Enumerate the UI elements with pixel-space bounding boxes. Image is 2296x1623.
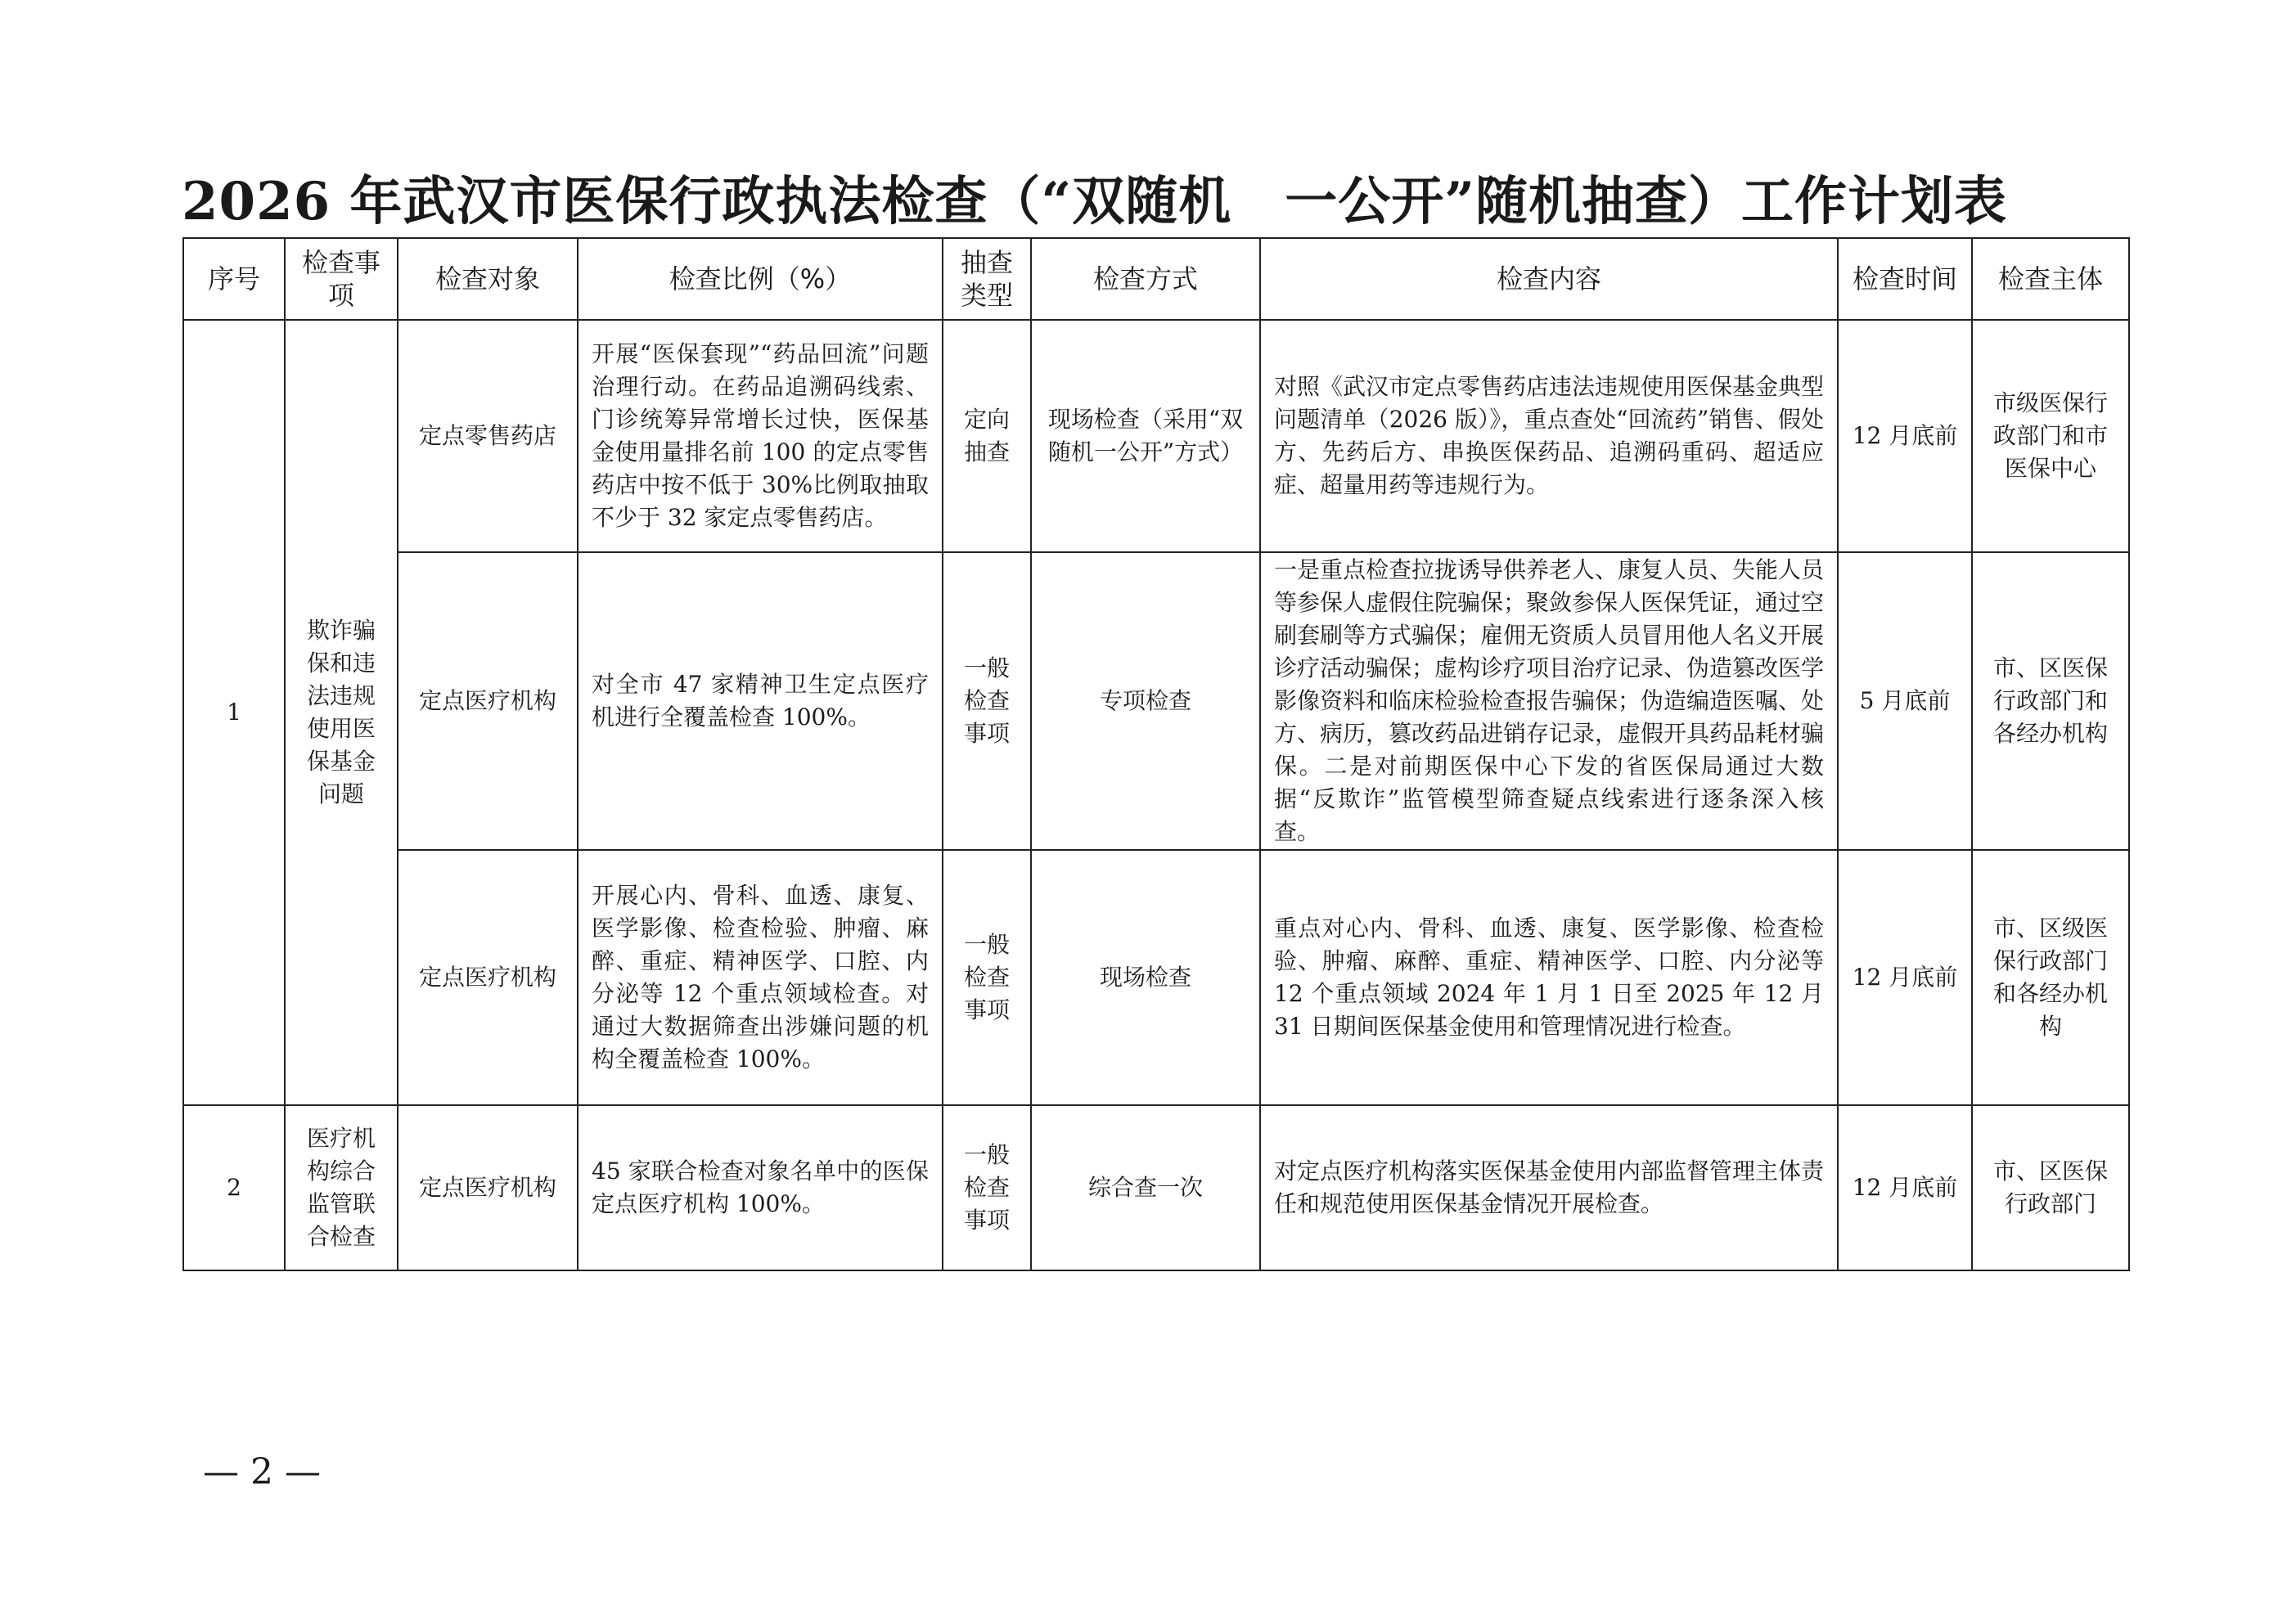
cell-content: 对定点医疗机构落实医保基金使用内部监督管理主体责任和规范使用医保基金情况开展检查。 — [1260, 1105, 1838, 1270]
table-row — [183, 320, 2129, 552]
cell-content: 对照《武汉市定点零售药店违法违规使用医保基金典型问题清单（2026 版）》，重点查处“回流药”销售、假处方、先药后方、串换医保药品、追溯码重码、超适应症、超量用药等违规行为。 — [1260, 320, 1838, 552]
cell-time: 5 月底前 — [1838, 552, 1972, 850]
header-item: 检查事项 — [285, 238, 398, 320]
cell-ratio: 45 家联合检查对象名单中的医保定点医疗机构 100%。 — [578, 1105, 943, 1270]
cell-target: 定点零售药店 — [398, 320, 578, 552]
cell-ratio: 对全市 47 家精神卫生定点医疗机进行全覆盖检查 100%。 — [578, 552, 943, 850]
cell-content: 重点对心内、骨科、血透、康复、医学影像、检查检验、肿瘤、麻醉、重症、精神医学、口腔、内分泌等 12 个重点领域 2024 年 1 月 1 日至 2025 年 12 月 31 日期间医保基金使用和管理情况进行检查。 — [1260, 850, 1838, 1105]
header-subject: 检查主体 — [1972, 238, 2129, 320]
cell-seq: 1 — [183, 320, 285, 1105]
cell-target: 定点医疗机构 — [398, 850, 578, 1105]
table-header-row — [183, 238, 2129, 320]
cell-type: 一般检查事项 — [943, 1105, 1031, 1270]
cell-subject: 市、区医保行政部门 — [1972, 1105, 2129, 1270]
cell-target: 定点医疗机构 — [398, 552, 578, 850]
header-ratio: 检查比例（%） — [578, 238, 943, 320]
cell-type: 一般检查事项 — [943, 850, 1031, 1105]
header-type: 抽查类型 — [943, 238, 1031, 320]
header-content: 检查内容 — [1260, 238, 1838, 320]
cell-item: 欺诈骗保和违法违规使用医保基金问题 — [285, 320, 398, 1105]
cell-method: 综合查一次 — [1031, 1105, 1260, 1270]
cell-time: 12 月底前 — [1838, 850, 1972, 1105]
cell-content: 一是重点检查拉拢诱导供养老人、康复人员、失能人员等参保人虚假住院骗保；聚敛参保人医保凭证，通过空刷套刷等方式骗保；雇佣无资质人员冒用他人名义开展诊疗活动骗保；虚构诊疗项目治疗记录、伪造篡改医学影像资料和临床检验检查报告骗保；伪造编造医嘱、处方、病历，篡改药品进销存记录，虚假开具药品耗材骗保。二是对前期医保中心下发的省医保局通过大数据“反欺诈”监管模型筛查疑点线索进行逐条深入核查。 — [1260, 552, 1838, 850]
header-seq: 序号 — [183, 238, 285, 320]
cell-subject: 市、区级医保行政部门和各经办机构 — [1972, 850, 2129, 1105]
cell-ratio: 开展“医保套现”“药品回流”问题治理行动。在药品追溯码线索、门诊统筹异常增长过快，医保基金使用量排名前 100 的定点零售药店中按不低于 30%比例取抽取不少于 32 家定点零售药店。 — [578, 320, 943, 552]
cell-type: 一般检查事项 — [943, 552, 1031, 850]
cell-method: 专项检查 — [1031, 552, 1260, 850]
cell-ratio: 开展心内、骨科、血透、康复、医学影像、检查检验、肿瘤、麻醉、重症、精神医学、口腔、内分泌等 12 个重点领域检查。对通过大数据筛查出涉嫌问题的机构全覆盖检查 100%。 — [578, 850, 943, 1105]
cell-time: 12 月底前 — [1838, 1105, 1972, 1270]
table-row — [183, 1105, 2129, 1270]
cell-seq: 2 — [183, 1105, 285, 1270]
cell-method: 现场检查 — [1031, 850, 1260, 1105]
page-title: 2026 年武汉市医保行政执法检查（“双随机 一公开”随机抽查）工作计划表 — [182, 171, 2008, 232]
header-method: 检查方式 — [1031, 238, 1260, 320]
cell-time: 12 月底前 — [1838, 320, 1972, 552]
cell-type: 定向抽查 — [943, 320, 1031, 552]
header-time: 检查时间 — [1838, 238, 1972, 320]
table-row — [183, 850, 2129, 1105]
header-target: 检查对象 — [398, 238, 578, 320]
cell-subject: 市级医保行政部门和市医保中心 — [1972, 320, 2129, 552]
cell-target: 定点医疗机构 — [398, 1105, 578, 1270]
cell-method: 现场检查（采用“双随机一公开”方式） — [1031, 320, 1260, 552]
work-plan-table — [182, 237, 2130, 1271]
cell-item: 医疗机构综合监管联合检查 — [285, 1105, 398, 1270]
cell-subject: 市、区医保行政部门和各经办机构 — [1972, 552, 2129, 850]
table-row — [183, 552, 2129, 850]
page-number: — 2 — — [203, 1451, 321, 1493]
